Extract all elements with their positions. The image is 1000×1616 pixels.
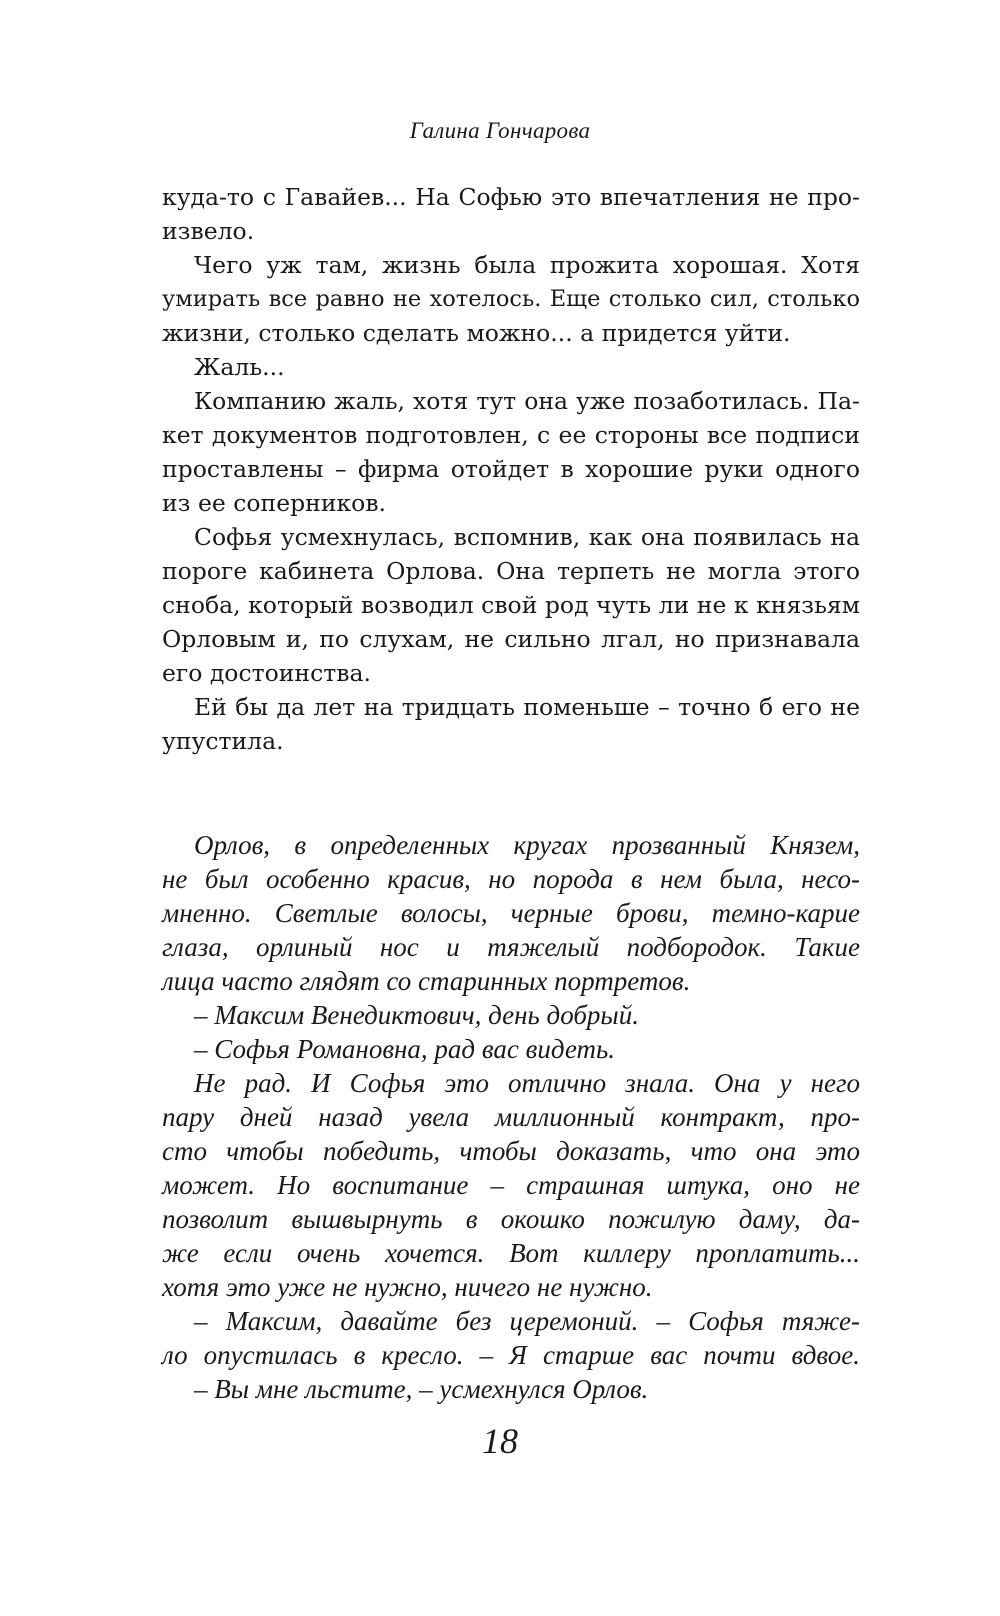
- text-line: из ее соперников.: [162, 489, 387, 517]
- text-line: сто чтобы победить, чтобы доказать, что она это: [162, 1136, 860, 1166]
- text-line: же если очень хочется. Вот киллеру проплатить...: [162, 1238, 860, 1268]
- text-line: Чего уж там, жизнь была прожита хорошая. Хотя: [194, 251, 860, 279]
- text-line: Жаль...: [194, 353, 285, 381]
- text-line: пару дней назад увела миллионный контракт, про-: [162, 1102, 860, 1132]
- text-line: жизни, столько сделать можно... а придется уйти.: [162, 319, 791, 347]
- text-line: позволит вышвырнуть в окошко пожилую даму, да-: [162, 1204, 860, 1234]
- text-line: Софья усмехнулась, вспомнив, как она появилась на: [194, 523, 860, 551]
- roman-passage: [162, 180, 860, 758]
- text-line: хотя это уже не нужно, ничего не нужно.: [162, 1272, 653, 1302]
- text-line: – Максим Венедиктович, день добрый.: [194, 1000, 639, 1030]
- text-line: глаза, орлиный нос и тяжелый подбородок. Такие: [162, 932, 860, 962]
- text-line: кет документов подготовлен, с ее стороны все подписи: [162, 421, 860, 449]
- text-line: Не рад. И Софья это отлично знала. Она у него: [194, 1068, 860, 1098]
- text-line: мненно. Светлые волосы, черные брови, темно-карие: [162, 898, 860, 928]
- italic-passage: [162, 828, 860, 1406]
- text-line: пороге кабинета Орлова. Она терпеть не могла этого: [162, 557, 860, 585]
- text-line: может. Но воспитание – страшная штука, оно не: [162, 1170, 860, 1200]
- text-line: – Вы мне льстите, – усмехнулся Орлов.: [194, 1374, 649, 1404]
- text-line: упустила.: [162, 727, 284, 755]
- body-text: [162, 180, 860, 1406]
- page-number: 18: [482, 1421, 518, 1461]
- text-line: Орловым и, по слухам, не сильно лгал, но признавала: [162, 625, 860, 653]
- text-line: Компанию жаль, хотя тут она уже позаботилась. Па-: [194, 387, 860, 415]
- running-head: Галина Гончарова: [409, 118, 591, 143]
- text-line: куда-то с Гавайев... На Софью это впечатления не про-: [162, 183, 860, 211]
- text-line: Ей бы да лет на тридцать поменьше – точно б его не: [194, 693, 860, 721]
- text-line: ло опустилась в кресло. – Я старше вас почти вдвое.: [162, 1340, 860, 1370]
- text-line: его достоинства.: [162, 659, 371, 687]
- text-line: Орлов, в определенных кругах прозванный Князем,: [194, 830, 860, 860]
- section-break: [162, 758, 860, 828]
- text-line: проставлены – фирма отойдет в хорошие руки одного: [162, 455, 860, 483]
- text-line: – Софья Романовна, рад вас видеть.: [194, 1034, 615, 1064]
- text-line: лица часто глядят со старинных портретов.: [162, 966, 691, 996]
- text-line: не был особенно красив, но порода в нем была, несо-: [162, 864, 860, 894]
- text-line: сноба, который возводил свой род чуть ли не к князьям: [162, 591, 860, 619]
- text-line: – Максим, давайте без церемоний. – Софья тяже-: [194, 1306, 860, 1336]
- text-line: извело.: [162, 217, 255, 245]
- text-line: умирать все равно не хотелось. Еще столько сил, столько: [162, 286, 860, 312]
